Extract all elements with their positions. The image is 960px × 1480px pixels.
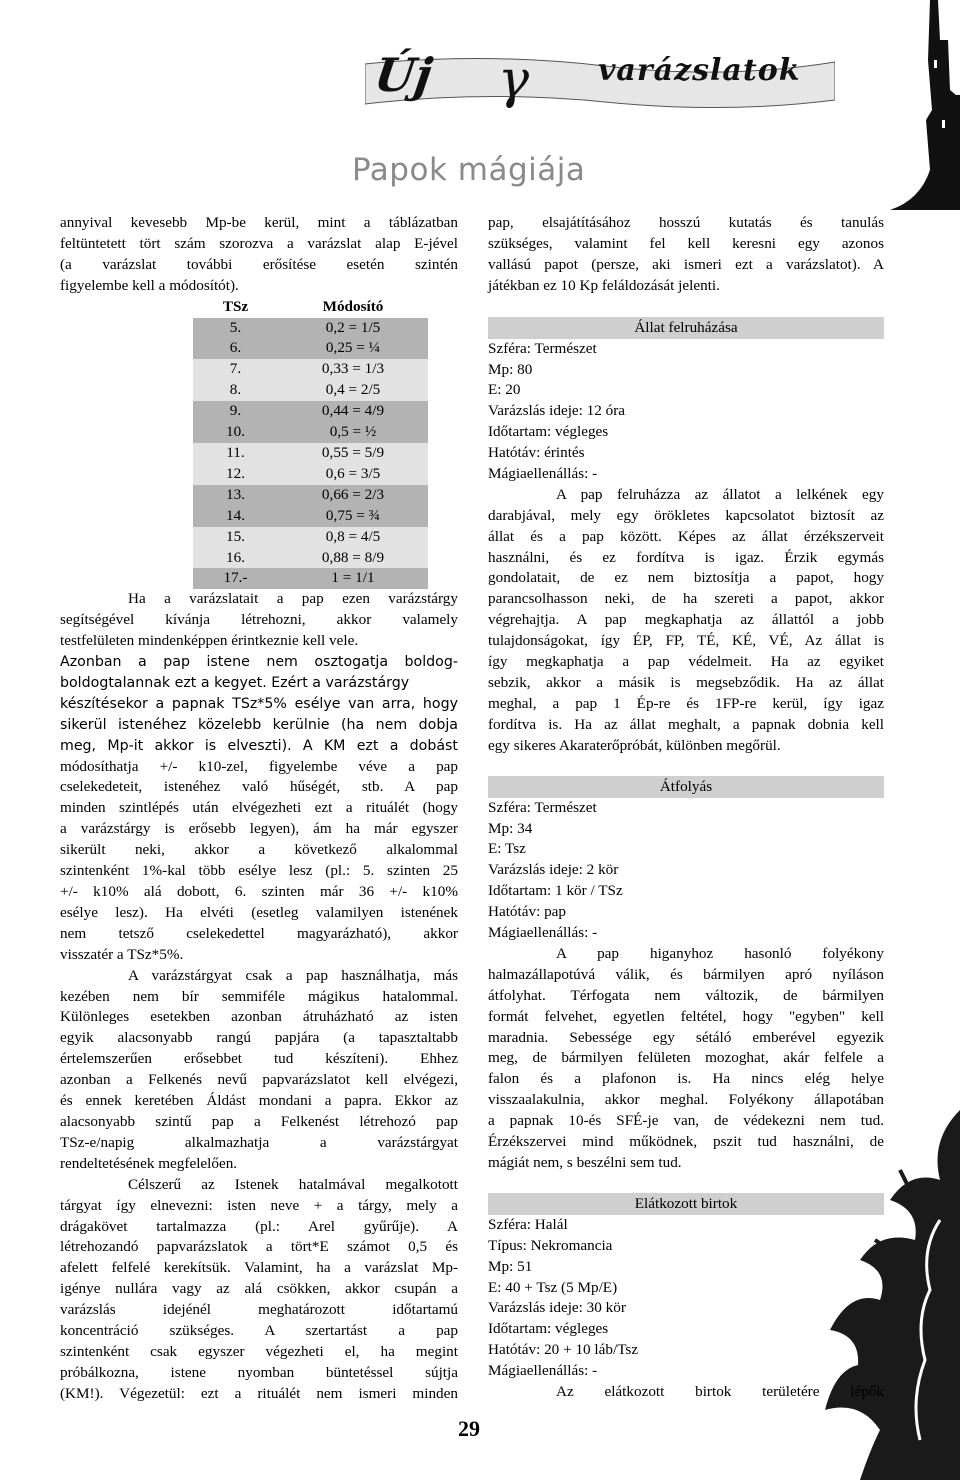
table-cell: 11. (193, 443, 278, 464)
text-line: Célszerű az Istenek hatalmával megalkotott (128, 1175, 458, 1193)
text-line: módosíthatja +/- k10-zel, figyelembe véve a pap (60, 757, 458, 775)
text-line: azonban a Felkenés nevű papvarázslatot kell elvégezi, (60, 1071, 458, 1089)
table-cell: 16. (193, 548, 278, 569)
table-cell: 0,8 = 4/5 (278, 527, 428, 548)
text-line: átfolyhat. Térfogata nem változik, de bármilyen (488, 986, 884, 1004)
text-line: egyik alacsonyabb rangú papjára (a tapasztaltabb (60, 1029, 458, 1047)
spell-title: Átfolyás (488, 776, 884, 798)
spell-property: Hatótáv: 20 + 10 láb/Tsz (488, 1341, 639, 1359)
spell-property: Hatótáv: pap (488, 903, 567, 921)
modifier-table (193, 297, 428, 590)
table-cell: 10. (193, 422, 278, 443)
table-row (193, 318, 428, 339)
text-line: Azonban a pap istene nem osztogatja boldog- (60, 654, 458, 671)
table-cell: 0,25 = ¼ (278, 338, 428, 359)
logo-symbol: γ (498, 50, 530, 110)
text-line: maradnia. Sebessége egy sétáló emberével egyezik (488, 1028, 884, 1046)
spell-property: Típus: Nekromancia (488, 1236, 613, 1254)
right-column (488, 213, 884, 1403)
page-number: 29 (458, 1416, 480, 1441)
text-line: kezében nem bír semmiféle mágikus hatalommal. (60, 987, 458, 1005)
castle-illustration (890, 0, 960, 210)
text-line: visszatér a TSz*5%. (60, 945, 184, 963)
text-line: feltüntetett tört szám szorozva a varázslat alap E-jével (60, 234, 458, 252)
text-line: visszaalakulnia, akkor meghal. Folyékony állapotában (488, 1091, 884, 1109)
text-line: tárgyat így elnevezni: isten neve + a tárgy, mely a (60, 1196, 458, 1214)
table-cell: 12. (193, 464, 278, 485)
spell-block (488, 1193, 884, 1403)
table-row (193, 506, 428, 527)
spell-block (488, 776, 884, 1174)
table-row (193, 548, 428, 569)
text-line: A varázstárgyat csak a pap használhatja, más (128, 966, 458, 984)
text-line: figyelembe kell a módosítót). (60, 276, 239, 294)
text-line: A pap higanyhoz hasonló folyékony (556, 944, 884, 962)
table-row (193, 443, 428, 464)
table-row (193, 401, 428, 422)
text-line: drágakövet tartalmazza (pl.: Arel gyűrűje). A (60, 1217, 458, 1235)
text-line: fordítva is. Ha az állat meghalt, a papnak dobnia kell (488, 715, 884, 733)
spell-property: Időtartam: végleges (488, 1320, 609, 1338)
text-line: játékban ez 10 Kp feláldozását jelenti. (488, 276, 720, 294)
spell-property: E: 40 + Tsz (5 Mp/E) (488, 1278, 618, 1296)
text-line: Különleges esetekben azonban átruházható az isten (60, 1008, 458, 1026)
text-line: Ha a varázslatait a pap ezen varázstárgy (128, 590, 458, 608)
text-line: rendeltetésének megfelelően. (60, 1154, 238, 1172)
text-line: így megkaphatja a pap védelmeit. Ha az egyiket (488, 653, 884, 671)
text-line: szintenként 1%-kal több esélye lesz (pl.: 5. szinten 25 (60, 862, 458, 880)
logo-text-right: varázslatok (598, 53, 801, 88)
text-line: parancsolhasson neki, de ha szereti a papot, akkor (488, 590, 884, 608)
table-row (193, 338, 428, 359)
text-line: próbálkozna, istene nyomban büntetéssel sújtja (60, 1363, 458, 1381)
table-cell: 0,33 = 1/3 (278, 359, 428, 380)
spell-property: E: 20 (488, 381, 521, 399)
table-cell: 0,6 = 3/5 (278, 464, 428, 485)
text-line: cselekedeteit, istenéhez való hűségét, stb. A pap (60, 778, 458, 796)
text-line: meghal, a pap 1 Ép-re és 1FP-re kerül, így igaz (488, 694, 884, 712)
spell-title: Állat felruházása (488, 317, 884, 339)
table-cell: 15. (193, 527, 278, 548)
table-cell: 0,55 = 5/9 (278, 443, 428, 464)
text-line: a varázstárgy is erősebb legyen), ám ha már egyszer (60, 820, 458, 838)
text-line: végrehajtja. A pap megkaphatja az állattól a jobb (488, 611, 884, 629)
spell-property: E: Tsz (488, 840, 526, 858)
text-line: szükséges, valamint fel kell keresni egy azonos (488, 234, 884, 252)
table-row (193, 359, 428, 380)
text-line: falon és a plafonon is. Ha nincs elég helye (488, 1070, 884, 1088)
table-cell: 7. (193, 359, 278, 380)
text-line: minden szintlépés után elvégezheti ezt a rituálét (hogy (60, 799, 458, 817)
spell-property: Varázslás ideje: 2 kör (488, 861, 619, 879)
intro-paragraph (60, 213, 458, 297)
text-line: vallású papot (persze, aki ismeri ezt a varázslatot). A (488, 255, 884, 273)
spell-property: Mp: 51 (488, 1257, 533, 1275)
text-line: (KM!). Végezetül: ezt a rituálét nem ismeri minden (60, 1384, 458, 1402)
page-title: Papok mágiája (352, 152, 586, 188)
spell-property: Varázslás ideje: 12 óra (488, 402, 626, 420)
table-row (193, 485, 428, 506)
text-line: meg, Mp-it akkor is elveszti). A KM ezt a dobást (60, 737, 458, 754)
text-line: meg, de bármilyen felületen mozoghat, akár felfele a (488, 1049, 884, 1067)
spell-property: Mp: 34 (488, 819, 533, 837)
spell-property: Mp: 80 (488, 360, 533, 378)
text-line: testfelületen mindenképpen érintkeznie kell vele. (60, 632, 359, 650)
table-row (193, 568, 428, 589)
table-cell: 1 = 1/1 (278, 568, 428, 589)
text-line: boldogtalannak ezt a kegyet. Ezért a varázstárgy (60, 674, 410, 691)
text-line: sikerült neki, akkor a következő alkalommal (60, 841, 458, 859)
text-line: és ennek keretében Áldást mondani a papra. Ekkor az (60, 1092, 458, 1110)
text-line: segítségével kívánja létrehozni, akkor valamely (60, 611, 458, 629)
table-row (193, 527, 428, 548)
logo-text-left: Új (371, 48, 436, 102)
spell-property: Varázslás ideje: 30 kör (488, 1299, 626, 1317)
text-line: a papnak 10-és SFÉ-je van, de védekezni nem tud. (488, 1112, 884, 1130)
text-line: TSz-e/napig alkalmazhatja a varázstárgyat (60, 1133, 458, 1151)
text-line: gondolatait, de ez nem biztosítja a papot, hogy (488, 569, 884, 587)
text-line: Az elátkozott birtok területére lépők (556, 1382, 884, 1400)
text-line: halmazállapotúvá válik, és bármilyen apró nyíláson (488, 965, 884, 983)
spell-property: Mágiaellenállás: - (488, 923, 598, 941)
table-cell: 0,75 = ¾ (278, 506, 428, 527)
text-line: szintenként csak egyszer végezheti el, ha megint (60, 1342, 458, 1360)
spell-property: Szféra: Természet (488, 339, 597, 357)
table-cell: 0,2 = 1/5 (278, 318, 428, 339)
table-row (193, 422, 428, 443)
text-line: állat és a pap között. Képes az állat érzékszerveit (488, 527, 884, 545)
spell-block (488, 317, 884, 757)
text-line: darabjával, mely egy örökletes kapcsolatot biztosít az (488, 506, 884, 524)
table-cell: 17.- (193, 568, 278, 589)
text-line: nem tetsző cselekedettel magyarázható), akkor (60, 924, 458, 942)
spell-property: Mágiaellenállás: - (488, 1362, 598, 1380)
table-cell: 8. (193, 380, 278, 401)
text-line: készítésekor a papnak TSz*5% esélye van arra, hogy (60, 695, 458, 712)
text-line: használni, és ez fordítva is igaz. Érzik egymás (488, 548, 884, 566)
paragraph (60, 589, 458, 965)
text-line: tulajdonságokat, így ÉP, FP, TÉ, KÉ, VÉ, Az állat is (488, 632, 884, 650)
text-line: Érzékszervei mind működnek, pszit tud használni, de (488, 1133, 884, 1151)
paragraph (60, 966, 458, 1175)
text-line: afelett felfelé kerekítsük. Valamint, ha a varázslat Mp- (60, 1259, 458, 1277)
spell-title: Elátkozott birtok (488, 1193, 884, 1215)
table-cell: 0,4 = 2/5 (278, 380, 428, 401)
text-line: igénye nullára vagy az alá csökken, akkor csupán a (60, 1280, 458, 1298)
text-line: koncentráció szükséges. A szertartást a pap (60, 1322, 458, 1340)
page-header (0, 0, 960, 215)
table-cell: 0,5 = ½ (278, 422, 428, 443)
table-row (193, 464, 428, 485)
text-line: A pap felruházza az állatot a lelkének egy (556, 485, 884, 503)
table-cell: 9. (193, 401, 278, 422)
text-line: formát felvehet, egyetlen feltétel, hogy "egyben" kell (488, 1007, 884, 1025)
table-cell: 6. (193, 338, 278, 359)
table-header-modifier: Módosító (322, 297, 384, 315)
text-line: értelemszerűen erősebbet tud készíteni). Ehhez (60, 1050, 458, 1068)
table-cell: 14. (193, 506, 278, 527)
text-line: létrehozandó papvarázslatok a tört*E számot 0,5 és (60, 1238, 458, 1256)
spell-property: Szféra: Természet (488, 798, 597, 816)
text-line: annyival kevesebb Mp-be kerül, mint a táblázatban (60, 214, 458, 231)
spell-property: Mágiaellenállás: - (488, 464, 598, 482)
text-line: esélye lesz). Ha elvéti (esetleg valamilyen istenének (60, 903, 458, 921)
text-line: alacsonyabb szintű pap a Felkenést létrehozó pap (60, 1112, 458, 1130)
table-cell: 5. (193, 318, 278, 339)
paragraph (60, 1175, 458, 1405)
spell-property: Időtartam: végleges (488, 423, 609, 441)
table-row (193, 380, 428, 401)
table-cell: 0,44 = 4/9 (278, 401, 428, 422)
text-line: (a varázslat további erősítése esetén szintén (60, 255, 458, 273)
text-line: varázslás idejénél meghatározott időtartamú (60, 1301, 458, 1319)
text-line: sebzik, akkor a másik is megsebződik. Ha az állat (488, 674, 884, 692)
table-header-tsz: TSz (222, 297, 249, 315)
text-line: +/- k10% alá dobott, 6. szinten már 36 +/- k10% (60, 883, 458, 900)
text-line: sikerül istenéhez közelebb kerülnie (ha nem dobja (60, 716, 458, 733)
table-cell: 0,88 = 8/9 (278, 548, 428, 569)
table-cell: 13. (193, 485, 278, 506)
text-line: egy sikeres Akaraterőpróbát, különben megőrül. (488, 736, 781, 754)
left-column (60, 213, 458, 1405)
text-line: mágiát nem, s beszélni sem tud. (488, 1153, 682, 1171)
intro-paragraph (488, 213, 884, 297)
table-cell: 0,66 = 2/3 (278, 485, 428, 506)
spell-property: Szféra: Halál (488, 1215, 568, 1233)
table-header-row (193, 297, 428, 318)
spell-property: Időtartam: 1 kör / TSz (488, 882, 623, 900)
spell-property: Hatótáv: érintés (488, 444, 585, 462)
text-line: pap, elsajátításához hosszú kutatás és tanulás (488, 214, 884, 231)
